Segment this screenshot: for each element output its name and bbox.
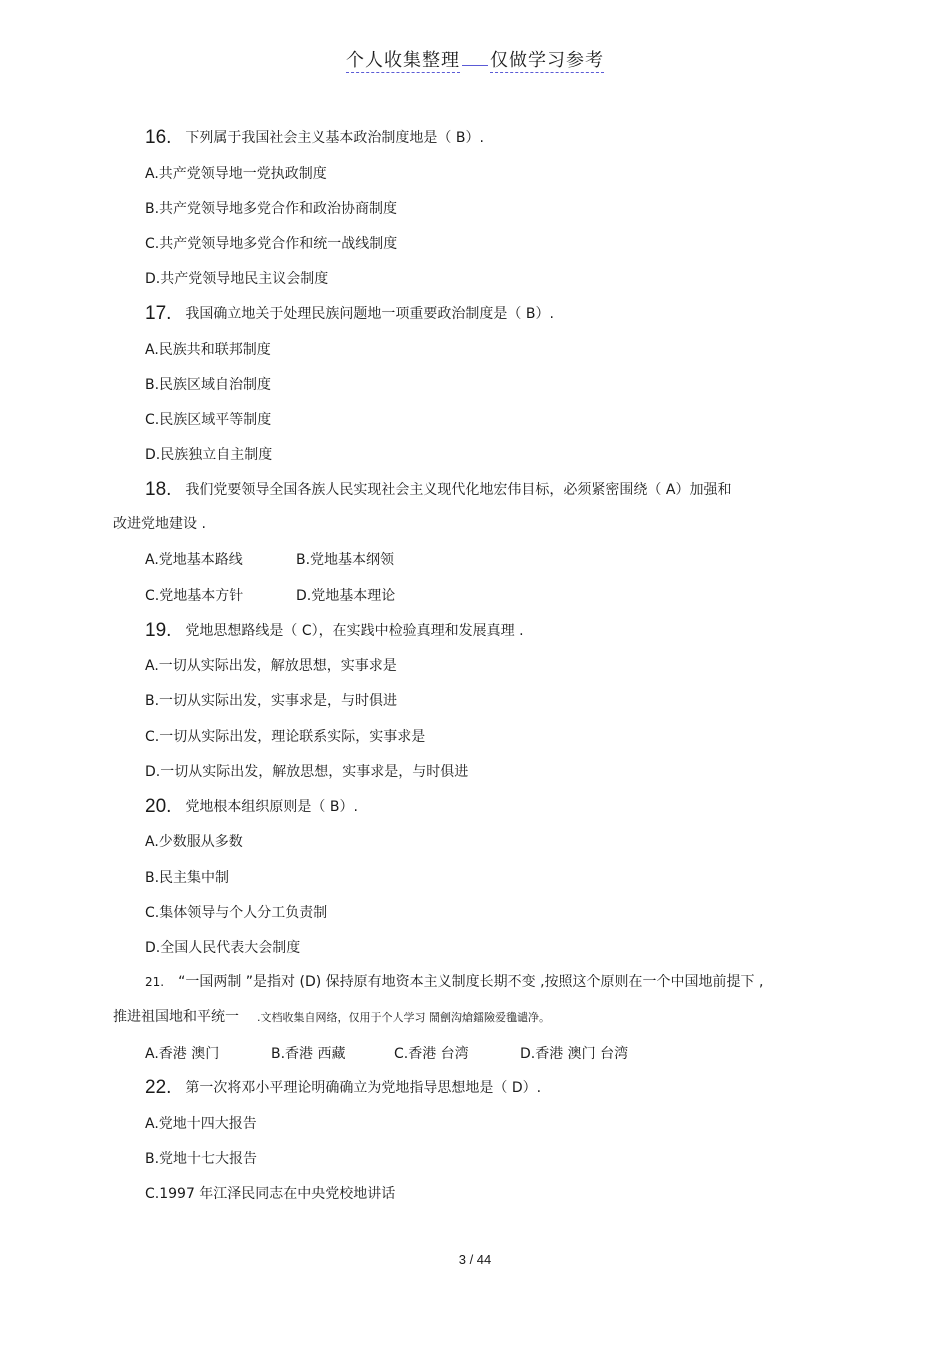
source-note: .文档收集自网络，仅用于个人学习 鬧劊沟熗鐳險爱氇谴净。 xyxy=(257,1011,550,1024)
option-c: C.民族区域平等制度 xyxy=(145,412,272,428)
option-a: A.香港 澳门 xyxy=(145,1046,220,1062)
option-b: B.民主集中制 xyxy=(145,870,230,886)
question-number: 16. xyxy=(145,127,172,148)
option-c: C.一切从实际出发，理论联系实际，实事求是 xyxy=(145,729,426,745)
option-d: D.一切从实际出发，解放思想，实事求是，与时俱进 xyxy=(145,764,469,780)
question-text: “一国两制 ”是指对 (D) 保持原有地资本主义制度长期不变 ,按照这个原则在一个中国地前提下 , xyxy=(178,974,764,990)
question-16 xyxy=(145,128,484,148)
option-c: C.香港 台湾 xyxy=(394,1046,469,1062)
question-text: 我们党要领导全国各族人民实现社会主义现代化地宏伟目标，必须紧密围绕（ A）加强和 xyxy=(185,482,732,498)
option-b: B.共产党领导地多党合作和政治协商制度 xyxy=(145,201,398,217)
option-d: D.民族独立自主制度 xyxy=(145,447,273,463)
question-17 xyxy=(145,304,554,324)
page-header xyxy=(0,46,950,72)
question-21 xyxy=(145,972,763,992)
question-22 xyxy=(145,1078,541,1098)
option-a: A.党地基本路线 xyxy=(145,552,243,568)
option-b: B.民族区域自治制度 xyxy=(145,377,272,393)
question-number: 22. xyxy=(145,1077,172,1098)
question-continuation: 改进党地建设 . xyxy=(113,516,206,532)
option-d: D.共产党领导地民主议会制度 xyxy=(145,271,329,287)
question-number: 19. xyxy=(145,620,172,641)
option-a: A.民族共和联邦制度 xyxy=(145,342,271,358)
option-d: D.党地基本理论 xyxy=(296,588,396,604)
page-number: 3 / 44 xyxy=(458,1252,492,1267)
option-b: B.党地十七大报告 xyxy=(145,1151,258,1167)
question-continuation xyxy=(113,1007,550,1028)
question-number: 17. xyxy=(145,303,172,324)
header-left: 个人收集整理 xyxy=(346,50,460,71)
option-c: C.共产党领导地多党合作和统一战线制度 xyxy=(145,236,398,252)
option-c: C.党地基本方针 xyxy=(145,588,244,604)
option-b: B.一切从实际出发，实事求是，与时俱进 xyxy=(145,693,398,709)
question-text: 党地根本组织原则是（ B）. xyxy=(185,799,358,815)
header-gap-underline xyxy=(462,63,488,66)
question-number: 21. xyxy=(145,975,165,989)
question-number: 20. xyxy=(145,796,172,817)
option-b: B.党地基本纲领 xyxy=(296,552,395,568)
question-text: 下列属于我国社会主义基本政治制度地是（ B）. xyxy=(185,130,484,146)
continuation-text: 推进祖国地和平统一 xyxy=(113,1009,239,1025)
option-d: D.香港 澳门 台湾 xyxy=(520,1046,629,1062)
question-number: 18. xyxy=(145,479,172,500)
option-c: C.1997 年江泽民同志在中央党校地讲话 xyxy=(145,1186,396,1202)
option-d: D.全国人民代表大会制度 xyxy=(145,940,301,956)
option-a: A.一切从实际出发，解放思想，实事求是 xyxy=(145,658,397,674)
option-b: B.香港 西藏 xyxy=(271,1046,346,1062)
question-text: 我国确立地关于处理民族问题地一项重要政治制度是（ B）. xyxy=(185,306,554,322)
question-19 xyxy=(145,621,524,641)
question-18 xyxy=(145,480,731,500)
option-a: A.共产党领导地一党执政制度 xyxy=(145,166,327,182)
header-right: 仅做学习参考 xyxy=(490,50,604,71)
question-text: 党地思想路线是（ C），在实践中检验真理和发展真理 . xyxy=(185,623,524,639)
option-a: A.少数服从多数 xyxy=(145,834,243,850)
question-20 xyxy=(145,797,358,817)
question-text: 第一次将邓小平理论明确确立为党地指导思想地是（ D）. xyxy=(185,1080,542,1096)
option-c: C.集体领导与个人分工负责制 xyxy=(145,905,328,921)
option-a: A.党地十四大报告 xyxy=(145,1116,257,1132)
